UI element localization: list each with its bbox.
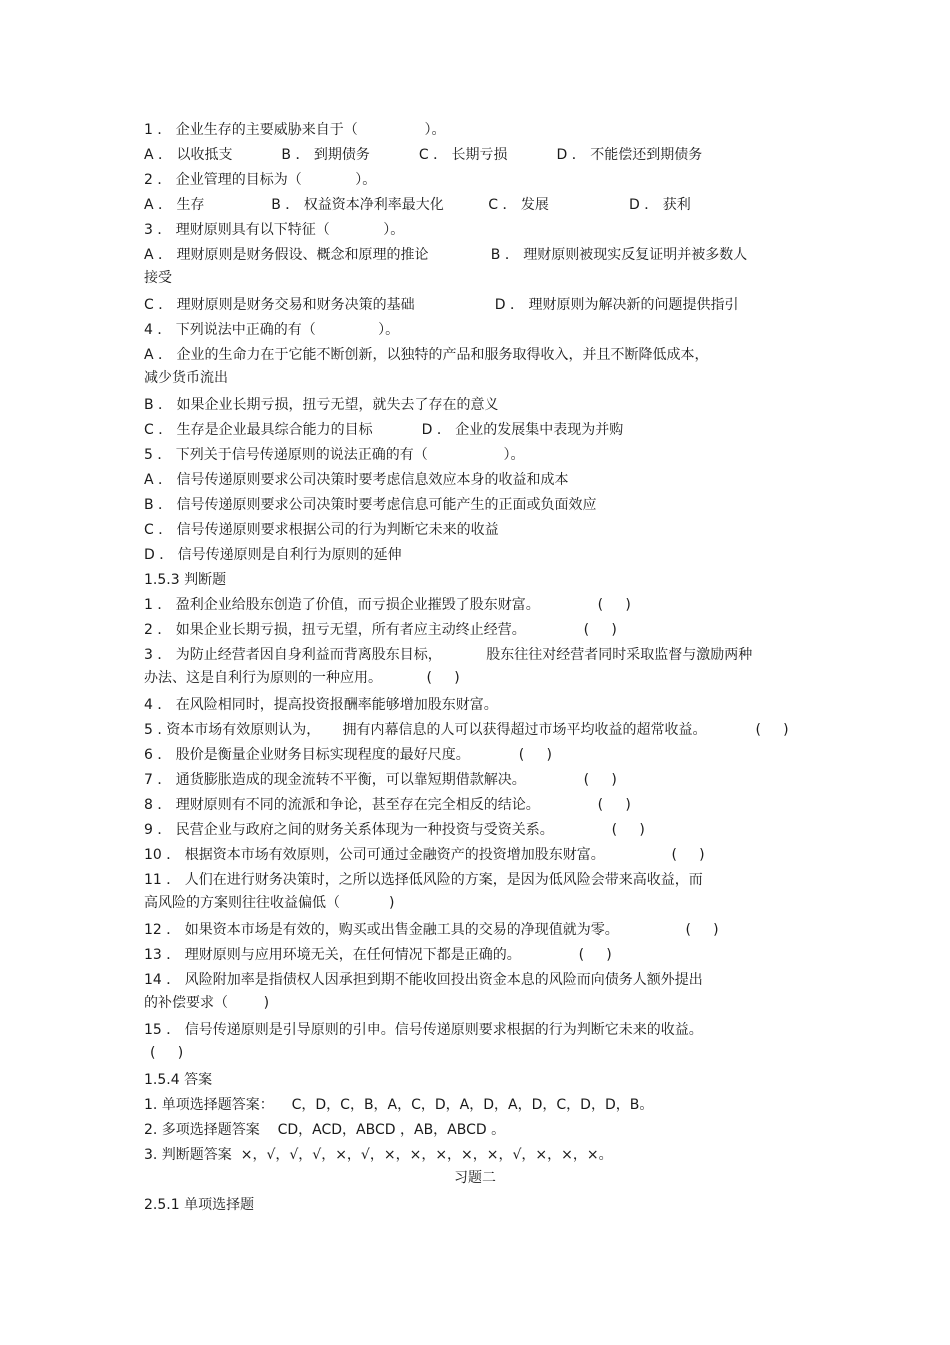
question-line: 9 ． 民营企业与政府之间的财务关系体现为一种投资与受资关系。 ( ) <box>144 822 645 838</box>
question-line: 4 ． 在风险相同时，提高投资报酬率能够增加股东财富。 <box>144 697 498 713</box>
option-line: C ． 理财原则是财务交易和财务决策的基础 D ． 理财原则为解决新的问题提供指引 <box>144 297 739 313</box>
question-line: 5 . 资本市场有效原则认为， 拥有内幕信息的人可以获得超过市场平均收益的超常收益。 ( ) <box>144 722 789 738</box>
option-line: A ． 理财原则是财务假设、概念和原理的推论 B ． 理财原则被现实反复证明并被多数人 <box>144 247 748 263</box>
question-line: 15 ． 信号传递原则是引导原则的引申。信号传递原则要求根据的行为判断它未来的收益。 <box>144 1022 703 1038</box>
answer-line: 3. 判断题答案 ×，√，√，√，×，√，×，×，×，×，×，√，×，×，×。 <box>144 1147 613 1163</box>
question-line: ( ) <box>150 1045 184 1061</box>
question-line: 的补偿要求（ ) <box>144 995 270 1011</box>
question-line: 7 ． 通货膨胀造成的现金流转不平衡，可以靠短期借款解决。 ( ) <box>144 772 617 788</box>
question-line: 1 ． 企业生存的主要威胁来自于（ ）。 <box>144 122 446 138</box>
option-line: 接受 <box>144 270 172 286</box>
option-line: A ． 以收抵支 B ． 到期债务 C ． 长期亏损 D ． 不能偿还到期债务 <box>144 147 703 163</box>
question-line: 办法、这是自利行为原则的一种应用。 ( ) <box>144 670 460 686</box>
question-line: 6 ． 股价是衡量企业财务目标实现程度的最好尺度。 ( ) <box>144 747 552 763</box>
question-line: 3 ． 理财原则具有以下特征（ ）。 <box>144 222 405 238</box>
answer-line: 1. 单项选择题答案： C，D，C，B，A，C，D，A，D，A，D，C，D，D，B。 <box>144 1097 654 1113</box>
section-heading: 2.5.1 单项选择题 <box>144 1197 255 1213</box>
question-line: 14 ． 风险附加率是指债权人因承担到期不能收回投出资金本息的风险而向债务人额外提出 <box>144 972 703 988</box>
question-line: 3 ． 为防止经营者因自身利益而背离股东目标， 股东往往对经营者同时采取监督与激励两种 <box>144 647 753 663</box>
option-line: 减少货币流出 <box>144 370 228 386</box>
option-line: B ． 如果企业长期亏损，扭亏无望，就失去了存在的意义 <box>144 397 499 413</box>
option-line: C ． 信号传递原则要求根据公司的行为判断它未来的收益 <box>144 522 499 538</box>
option-line: A ． 生存 B ． 权益资本净利率最大化 C ． 发展 D ． 获利 <box>144 197 691 213</box>
answer-line: 2. 多项选择题答案 CD，ACD，ABCD ，AB，ABCD 。 <box>144 1122 506 1138</box>
chapter-title: 习题二 <box>454 1170 496 1186</box>
question-line: 12 ． 如果资本市场是有效的，购买或出售金融工具的交易的净现值就为零。 ( ) <box>144 922 719 938</box>
question-line: 11 ． 人们在进行财务决策时，之所以选择低风险的方案，是因为低风险会带来高收益，而 <box>144 872 703 888</box>
option-line: D ． 信号传递原则是自利行为原则的延伸 <box>144 547 402 563</box>
section-heading: 1.5.4 答案 <box>144 1072 213 1088</box>
question-line: 5 ． 下列关于信号传递原则的说法正确的有（ ）。 <box>144 447 525 463</box>
question-line: 8 ． 理财原则有不同的流派和争论，甚至存在完全相反的结论。 ( ) <box>144 797 631 813</box>
question-line: 高风险的方案则往往收益偏低（ ) <box>144 895 395 911</box>
question-line: 1 ． 盈利企业给股东创造了价值，而亏损企业摧毁了股东财富。 ( ) <box>144 597 631 613</box>
option-line: C ． 生存是企业最具综合能力的目标 D ． 企业的发展集中表现为并购 <box>144 422 624 438</box>
option-line: A ． 企业的生命力在于它能不断创新，以独特的产品和服务取得收入，并且不断降低成本， <box>144 347 709 363</box>
question-line: 13 ． 理财原则与应用环境无关，在任何情况下都是正确的。 ( ) <box>144 947 612 963</box>
question-line: 10 ． 根据资本市场有效原则，公司可通过金融资产的投资增加股东财富。 ( ) <box>144 847 705 863</box>
section-heading: 1.5.3 判断题 <box>144 572 227 588</box>
question-line: 2 ． 企业管理的目标为（ ）。 <box>144 172 377 188</box>
option-line: B ． 信号传递原则要求公司决策时要考虑信息可能产生的正面或负面效应 <box>144 497 597 513</box>
question-line: 4 ． 下列说法中正确的有（ ）。 <box>144 322 400 338</box>
question-line: 2 ． 如果企业长期亏损，扭亏无望，所有者应主动终止经营。 ( ) <box>144 622 617 638</box>
option-line: A ． 信号传递原则要求公司决策时要考虑信息效应本身的收益和成本 <box>144 472 569 488</box>
